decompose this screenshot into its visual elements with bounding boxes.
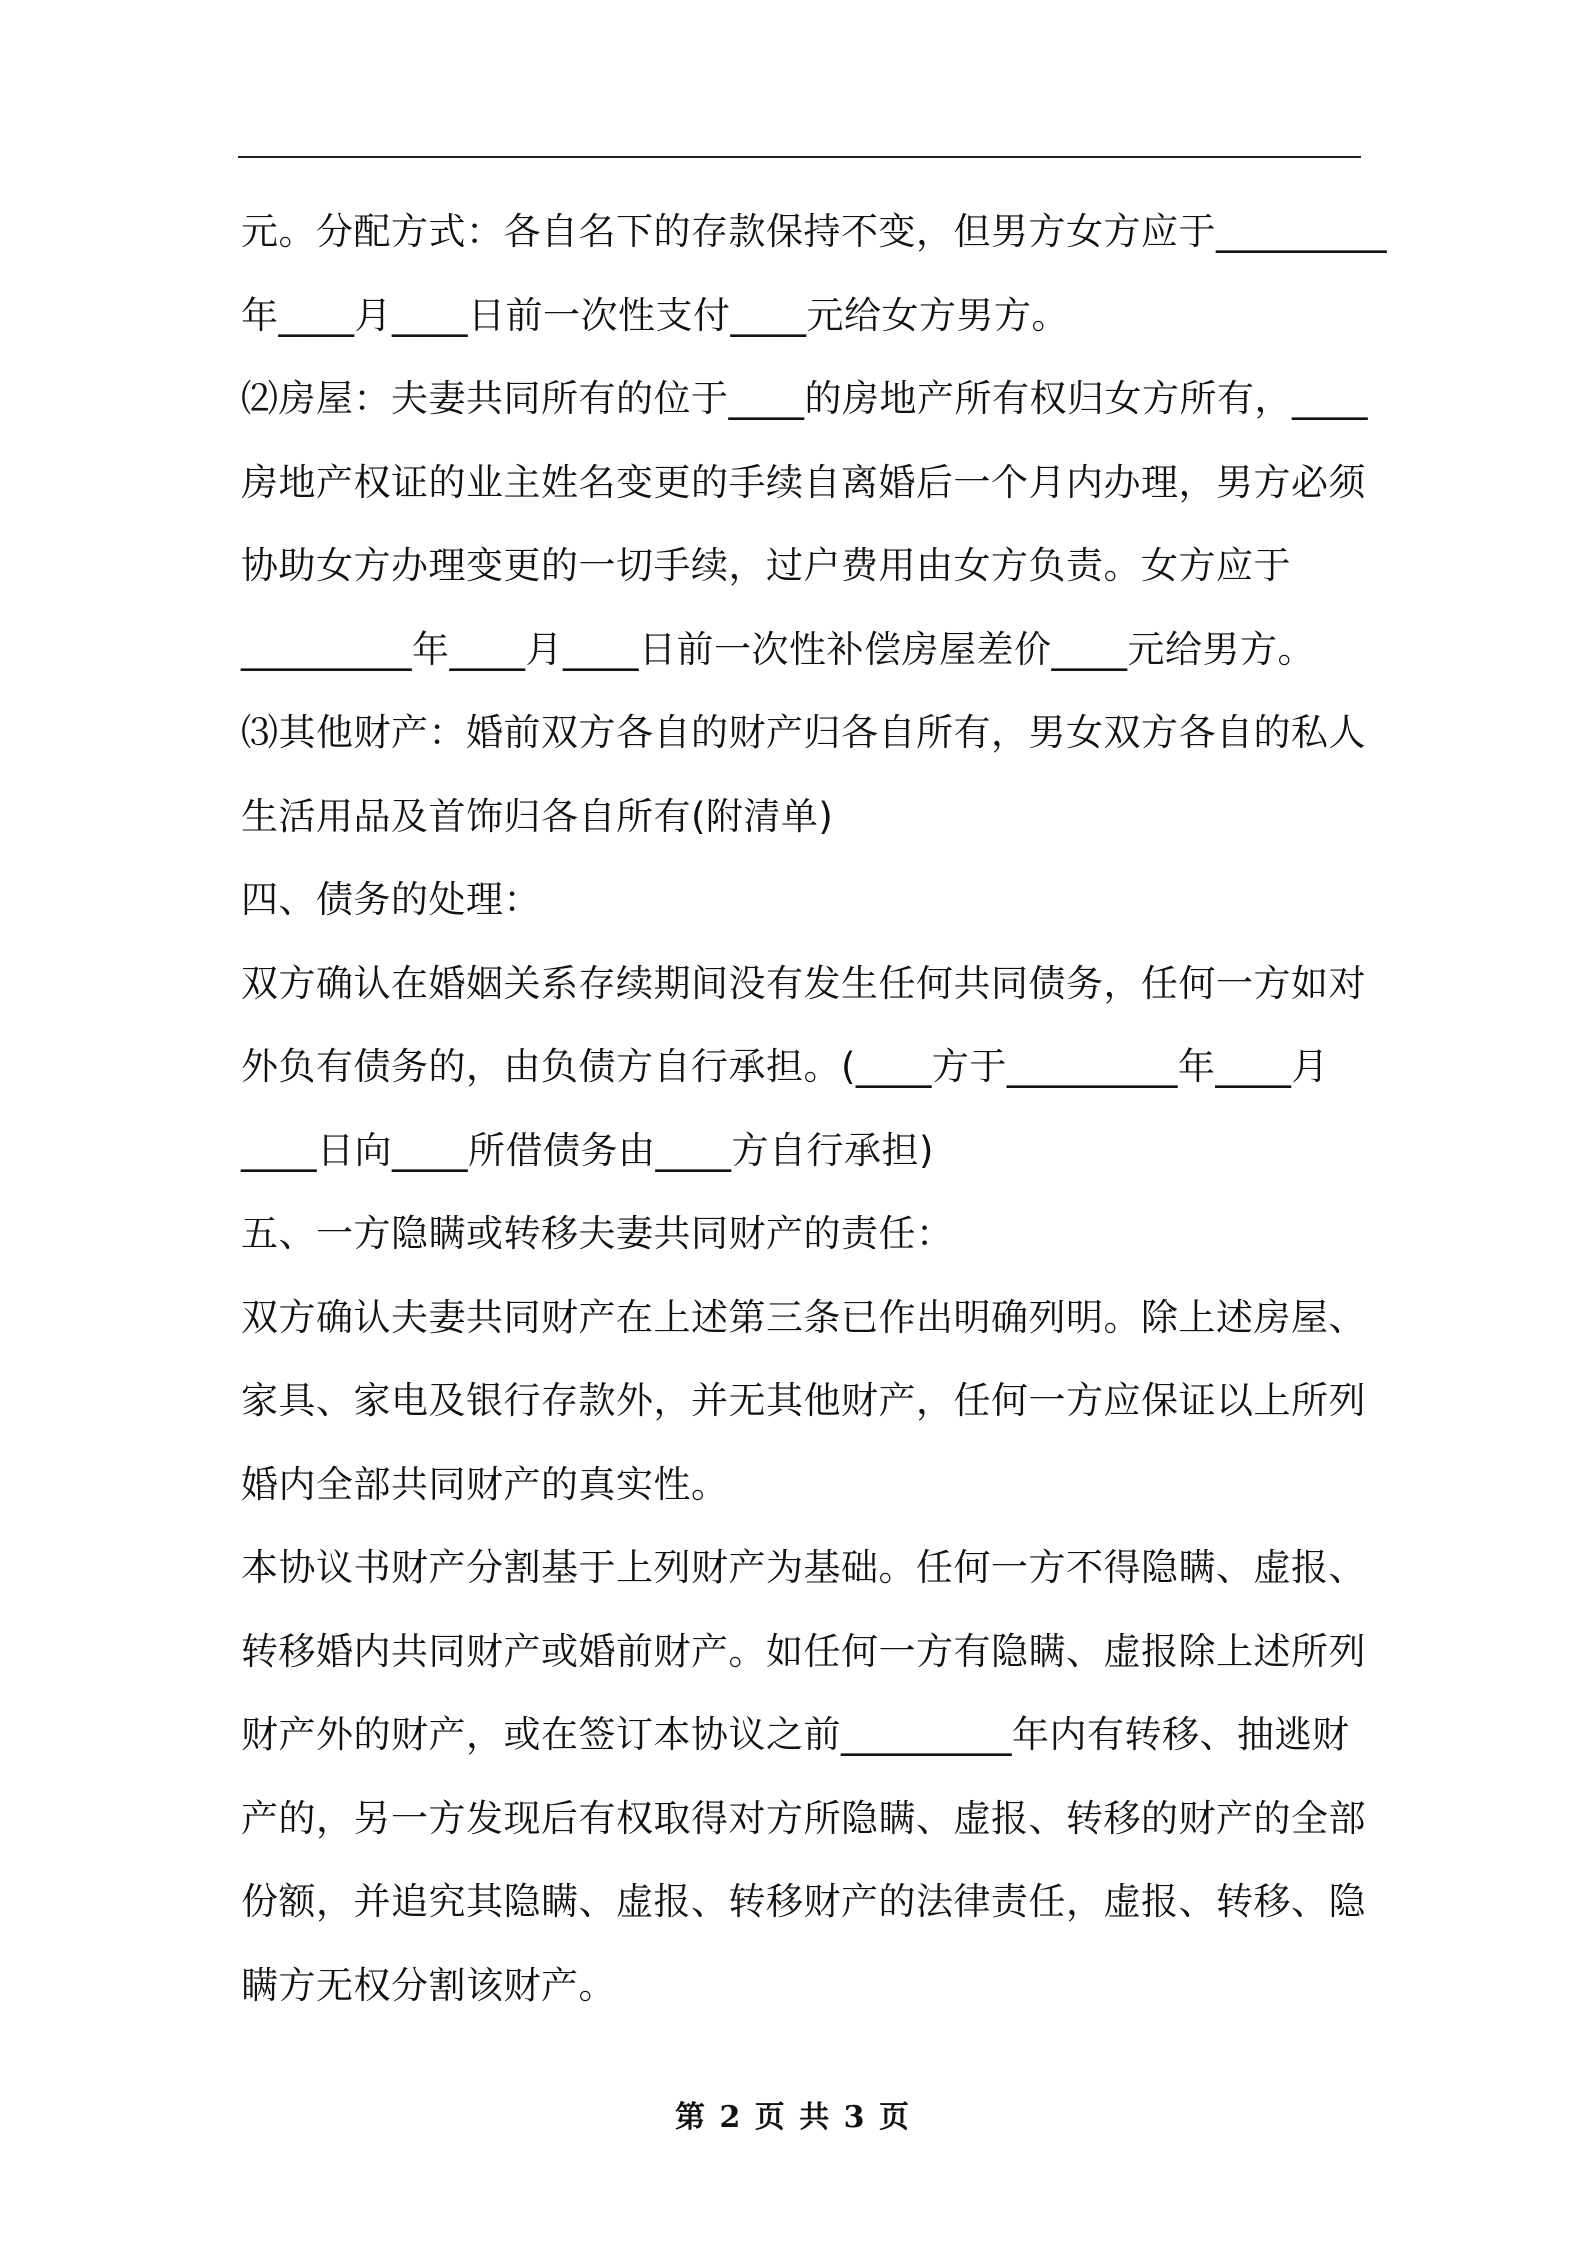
text-line: ____日向____所借债务由____方自行承担) (241, 1128, 934, 1172)
page-number-footer: 第 2 页 共 3 页 (675, 2100, 911, 2135)
text-line: 双方确认夫妻共同财产在上述第三条已作出明确列明。除上述房屋、 (241, 1295, 1366, 1339)
text-line: _________年____月____日前一次性补偿房屋差价____元给男方。 (241, 627, 1315, 671)
text-line: 本协议书财产分割基于上列财产为基础。任何一方不得隐瞒、虚报、 (241, 1546, 1366, 1589)
text-line: 外负有债务的，由负债方自行承担。(____方于_________年____月 (241, 1045, 1329, 1088)
text-line: 元。分配方式：各自名下的存款保持不变，但男方女方应于_________ (241, 210, 1387, 253)
text-line: 份额，并追究其隐瞒、虚报、转移财产的法律责任，虚报、转移、隐 (241, 1880, 1366, 1923)
section-heading: 五、一方隐瞒或转移夫妻共同财产的责任： (241, 1212, 954, 1255)
header-rule (238, 156, 1361, 158)
text-line: ⑵房屋：夫妻共同所有的位于____的房地产所有权归女方所有，____ (241, 377, 1368, 420)
text-line: 产的，另一方发现后有权取得对方所隐瞒、虚报、转移的财产的全部 (241, 1796, 1366, 1840)
text-line: 双方确认在婚姻关系存续期间没有发生任何共同债务，任何一方如对 (241, 961, 1366, 1005)
text-line: 瞒方无权分割该财产。 (241, 1963, 616, 2007)
text-line: 年____月____日前一次性支付____元给女方男方。 (241, 293, 1069, 337)
text-line: 家具、家电及银行存款外，并无其他财产，任何一方应保证以上所列 (241, 1379, 1366, 1422)
text-line: 生活用品及首饰归各自所有(附清单) (241, 794, 834, 838)
text-line: 房地产权证的业主姓名变更的手续自离婚后一个月内办理，男方必须 (241, 460, 1366, 504)
document-body (241, 190, 1387, 2027)
text-line: 转移婚内共同财产或婚前财产。如任何一方有隐瞒、虚报除上述所列 (241, 1629, 1366, 1673)
text-line: 协助女方办理变更的一切手续，过户费用由女方负责。女方应于 (241, 544, 1291, 587)
text-line: 财产外的财产，或在签订本协议之前_________年内有转移、抽逃财 (241, 1713, 1350, 1756)
text-line: ⑶其他财产：婚前双方各自的财产归各自所有，男女双方各自的私人 (241, 711, 1366, 754)
text-line: 婚内全部共同财产的真实性。 (241, 1462, 729, 1506)
section-heading: 四、债务的处理： (241, 878, 541, 921)
